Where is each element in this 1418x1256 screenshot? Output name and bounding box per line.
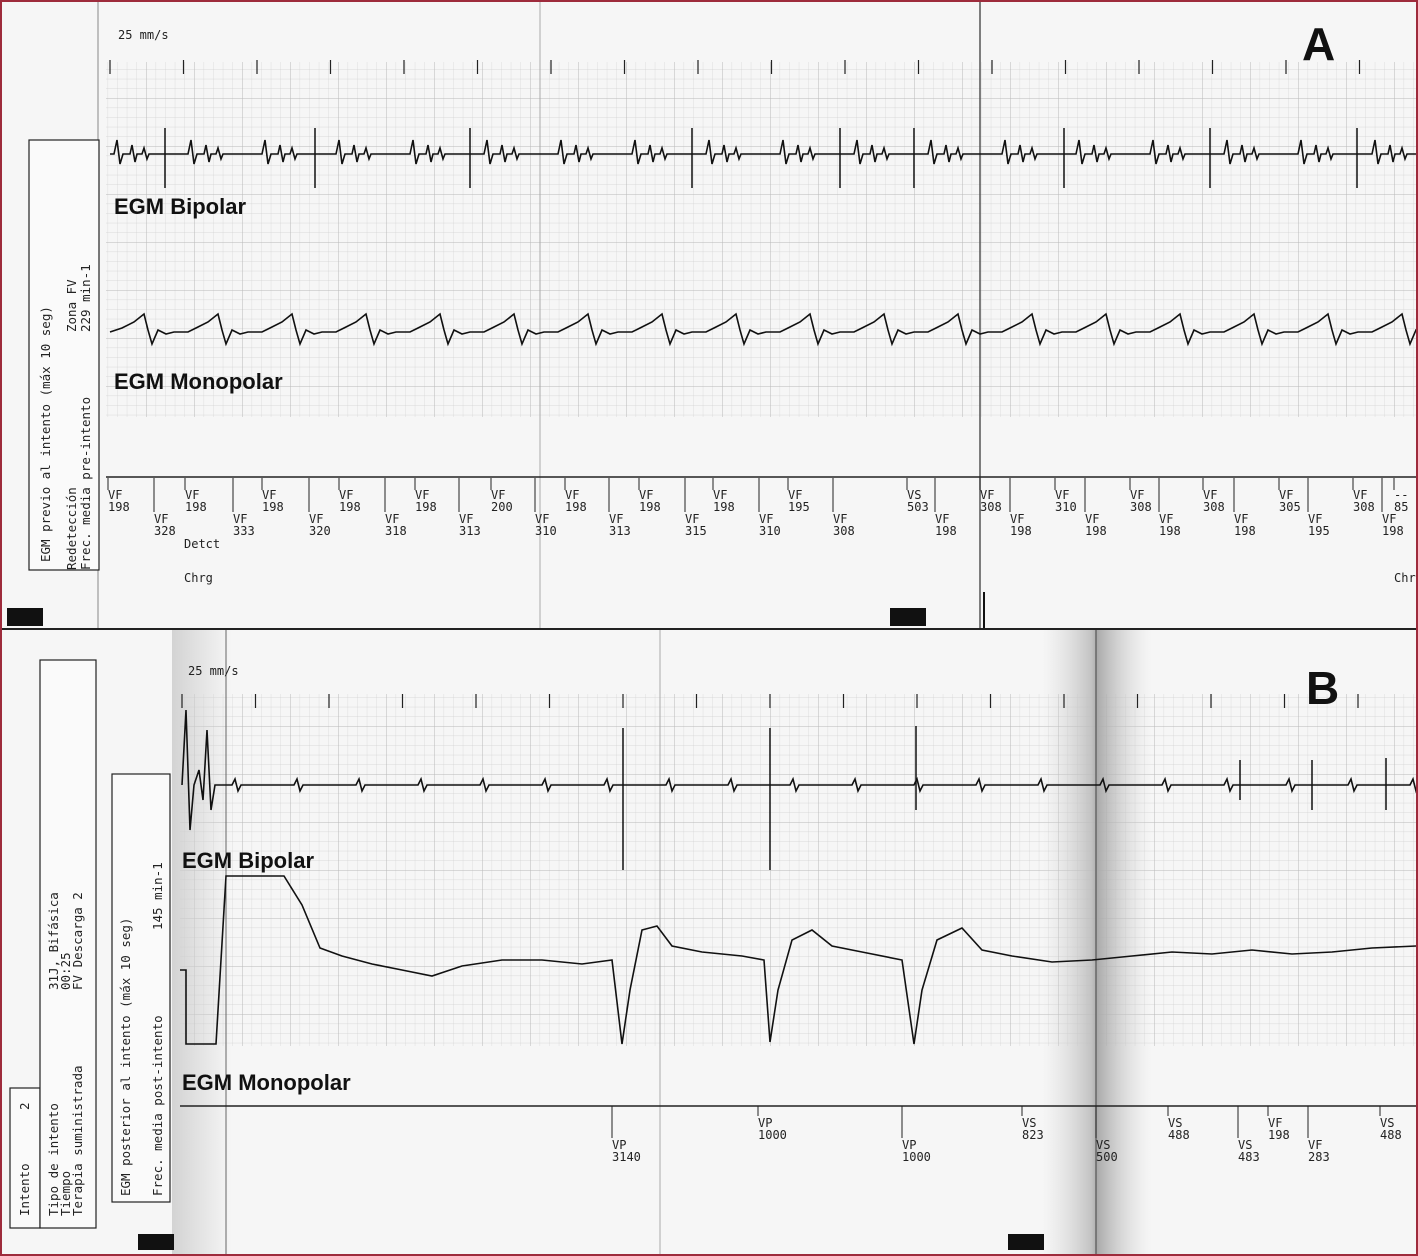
intento-label: Intento [17,1163,32,1216]
marker-bottom-value: 198 [1159,524,1181,538]
marker-bottom-value: 333 [233,524,255,538]
marker-bottom-label: VF [385,512,400,526]
monopolar-label-b: EGM Monopolar [182,1070,351,1095]
tiempo-value: 00:25 [58,952,73,990]
marker-top-value: 198 [415,500,437,514]
marker-top-value: 503 [907,500,929,514]
marker-label-b: VF [1308,1138,1323,1152]
scale-bar-b1 [138,1234,174,1250]
marker-label-b: VS [1168,1116,1183,1130]
terapia-label: Terapia suministrada [70,1065,85,1216]
marker-top-value: 198 [639,500,661,514]
marker-top-label: VF [262,488,277,502]
marker-top-label: VS [907,488,922,502]
marker-top-label: VF [980,488,995,502]
chrg-label: Chrg [184,571,213,585]
marker-label-b: VS [1096,1138,1111,1152]
monopolar-label-a: EGM Monopolar [114,369,283,394]
side-title-b: EGM posterior al intento (máx 10 seg) [118,917,133,1196]
marker-top-value: 198 [713,500,735,514]
marker-top-label: VF [1055,488,1070,502]
marker-label-b: VS [1380,1116,1395,1130]
marker-top-label: VF [639,488,654,502]
marker-bottom-label: VF [609,512,624,526]
panel-a [2,2,1416,628]
marker-bottom-label: VF [535,512,550,526]
marker-label-b: VP [758,1116,773,1130]
scale-bar-a1 [7,608,43,626]
marker-bottom-label: VF [1382,512,1397,526]
marker-bottom-value: 318 [385,524,407,538]
marker-value-b: 198 [1268,1128,1290,1142]
chrg-label-right: Chr [1394,571,1416,585]
bipolar-label-a: EGM Bipolar [114,194,247,219]
marker-top-label: VF [713,488,728,502]
side-redetect-a: Redetección [64,487,79,570]
marker-top-label: VF [788,488,803,502]
marker-bottom-label: VF [759,512,774,526]
marker-bottom-value: 198 [1382,524,1404,538]
marker-bottom-value: 198 [1010,524,1032,538]
marker-bottom-label: VF [1010,512,1025,526]
side-zone-a: Zona FV [64,279,79,332]
marker-bottom-label: VF [1308,512,1323,526]
panel-b-strip [2,630,1416,1254]
bipolar-label-b: EGM Bipolar [182,848,315,873]
panel-b [2,630,1416,1254]
marker-top-value: 305 [1279,500,1301,514]
marker-bottom-value: 320 [309,524,331,538]
marker-bottom-value: 198 [1085,524,1107,538]
marker-top-value: 198 [339,500,361,514]
marker-label-b: VP [612,1138,627,1152]
marker-top-value: 198 [108,500,130,514]
marker-value-b: 488 [1168,1128,1190,1142]
side-freq-a: Frec. media pre-intento [78,396,93,570]
marker-bottom-label: VF [1159,512,1174,526]
marker-value-b: 1000 [902,1150,931,1164]
marker-top-value: 308 [1130,500,1152,514]
side-rate-a: 229 min-1 [78,264,93,332]
marker-bottom-label: VF [833,512,848,526]
marker-top-value: 198 [185,500,207,514]
speed-label-a: 25 mm/s [118,28,169,42]
marker-bottom-value: 313 [459,524,481,538]
marker-top-value: 195 [788,500,810,514]
marker-top-value: 198 [565,500,587,514]
marker-top-value: 85 [1394,500,1409,514]
side-freq-b: Frec. media post-intento [150,1015,165,1196]
tipo-label: Tipo de intento [46,1103,61,1216]
side-title-a: EGM previo al intento (máx 10 seg) [38,306,53,562]
panel-letter-b: B [1306,662,1340,714]
marker-bottom-value: 310 [535,524,557,538]
marker-top-label: VF [108,488,123,502]
scale-bar-b2 [1008,1234,1044,1250]
marker-bottom-value: 328 [154,524,176,538]
marker-value-b: 483 [1238,1150,1260,1164]
marker-bottom-label: VF [685,512,700,526]
marker-value-b: 488 [1380,1128,1402,1142]
marker-top-label: VF [491,488,506,502]
marker-bottom-value: 310 [759,524,781,538]
marker-value-b: 823 [1022,1128,1044,1142]
marker-top-label: -- [1394,488,1409,502]
panel-letter-a: A [1302,18,1336,70]
marker-bottom-value: 195 [1308,524,1330,538]
marker-top-label: VF [1353,488,1368,502]
marker-bottom-value: 198 [935,524,957,538]
marker-label-b: VF [1268,1116,1283,1130]
scale-bar-a2 [890,608,926,626]
marker-bottom-label: VF [935,512,950,526]
marker-bottom-label: VF [233,512,248,526]
marker-top-label: VF [185,488,200,502]
marker-top-label: VF [1279,488,1294,502]
marker-top-value: 308 [980,500,1002,514]
speed-label-b: 25 mm/s [188,664,239,678]
marker-bottom-value: 313 [609,524,631,538]
marker-top-label: VF [1130,488,1145,502]
marker-top-value: 310 [1055,500,1077,514]
marker-bottom-label: VF [459,512,474,526]
marker-bottom-value: 198 [1234,524,1256,538]
marker-bottom-label: VF [309,512,324,526]
terapia-value: FV Descarga 2 [70,892,85,990]
marker-label-b: VP [902,1138,917,1152]
marker-bottom-label: VF [1085,512,1100,526]
detct-label: Detct [184,537,221,551]
marker-top-label: VF [415,488,430,502]
tipo-value: 31J, Bifásica [46,892,61,990]
marker-value-b: 283 [1308,1150,1330,1164]
marker-top-value: 308 [1353,500,1375,514]
marker-value-b: 1000 [758,1128,787,1142]
side-rate-b: 145 min-1 [150,862,165,930]
marker-bottom-value: 308 [833,524,855,538]
marker-top-value: 200 [491,500,513,514]
marker-top-value: 198 [262,500,284,514]
marker-top-label: VF [339,488,354,502]
marker-bottom-label: VF [1234,512,1249,526]
marker-label-b: VS [1022,1116,1037,1130]
intento-value: 2 [17,1102,32,1110]
marker-value-b: 500 [1096,1150,1118,1164]
marker-value-b: 3140 [612,1150,641,1164]
marker-top-value: 308 [1203,500,1225,514]
marker-bottom-label: VF [154,512,169,526]
marker-bottom-value: 315 [685,524,707,538]
tiempo-label: Tiempo [58,1170,73,1216]
marker-top-label: VF [565,488,580,502]
panel-a-strip [2,2,1416,628]
marker-top-label: VF [1203,488,1218,502]
marker-label-b: VS [1238,1138,1253,1152]
